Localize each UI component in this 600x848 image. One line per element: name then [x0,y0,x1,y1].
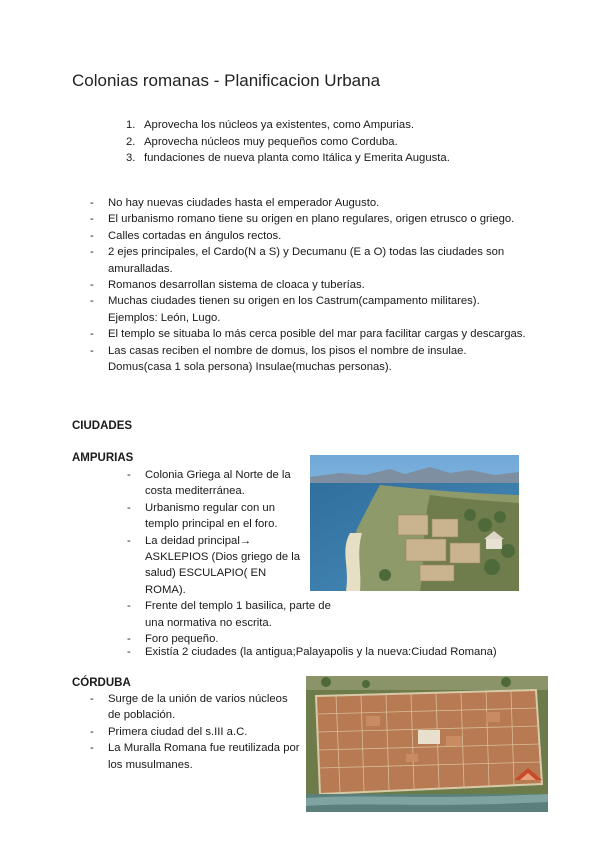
bullet-text: Foro pequeño. [145,633,219,646]
section-heading-ciudades: CIUDADES [72,420,133,432]
bullet-item [127,533,307,599]
dash-marker: - [90,344,94,357]
dash-marker: - [90,693,94,705]
numbered-item [126,117,450,134]
corduba-reconstruction-image [306,676,548,812]
corduba-list [90,691,300,773]
bullet-item [90,211,530,227]
bullet-text: El urbanismo romano tiene su origen en plano regulares, origen etrusco o griego. [108,213,515,226]
bullet-item [90,195,530,211]
dash-marker: - [127,600,131,613]
dash-marker: - [90,742,94,755]
item-text: Aprovecha los núcleos ya existentes, como Ampurias. [144,119,415,131]
dash-marker: - [90,725,94,738]
bullet-text: No hay nuevas ciudades hasta el emperador Augusto. [108,197,380,209]
dash-marker: - [127,646,131,658]
bullet-text: Primera ciudad del s.III a.C. [108,725,248,738]
bullet-text: 2 ejes principales, el Cardo(N a S) y Decumanu (E a O) todas las ciudades son amuralladas. [108,246,505,275]
dash-marker: - [90,246,94,259]
bullet-text: La deidad principal→ ASKLEPIOS (Dios griego de la salud) ESCULAPIO( EN ROMA). [145,534,301,596]
bullet-item [127,500,307,533]
bullet-text: La Muralla Romana fue reutilizada por los musulmanes. [108,742,300,771]
bullet-text: Surge de la unión de varios núcleos de población. [108,693,288,722]
bullet-text: Existía 2 ciudades (la antigua;Palayapolis y la nueva:Ciudad Romana) [145,646,497,658]
bullet-item [90,293,530,326]
numbered-item [126,150,450,167]
item-number: 1. [126,119,136,131]
bullet-text: Muchas ciudades tienen su origen en los Castrum(campamento militares). Ejemplos: León, Lugo. [108,295,480,324]
item-number: 3. [126,152,136,164]
bullet-text: Colonia Griega al Norte de la costa mediterránea. [145,469,291,498]
item-number: 2. [126,135,136,148]
ampurias-list-wide [127,644,547,660]
numbered-list [126,117,450,167]
ampurias-list [127,467,331,647]
item-text: Aprovecha núcleos muy pequeños como Corduba. [144,135,398,148]
bullet-item [90,326,530,342]
bullet-text: Romanos desarrollan sistema de cloaca y tuberías. [108,279,365,292]
dash-marker: - [90,279,94,292]
bullet-list [90,195,530,375]
dash-marker: - [90,213,94,226]
page-title: Colonias romanas - Planificacion Urbana [72,71,381,90]
bullet-item [90,724,300,740]
bullet-item [127,644,547,660]
bullet-text: Frente del templo 1 basilica, parte de una normativa no escrita. [145,600,331,629]
dash-marker: - [127,534,131,547]
bullet-text: Calles cortadas en ángulos rectos. [108,229,282,242]
dash-marker: - [127,501,131,514]
bullet-item [127,467,307,500]
dash-marker: - [127,469,131,481]
dash-marker: - [90,229,94,242]
bullet-text: Urbanismo regular con un templo principal en el foro. [145,501,278,531]
bullet-text: Las casas reciben el nombre de domus, los pisos el nombre de insulae. Domus(casa 1 sola persona) Insulae(muchas personas). [108,344,467,374]
corduba-image-graphic [306,676,548,812]
dash-marker: - [127,633,131,646]
bullet-text: El templo se situaba lo más cerca posible del mar para facilitar cargas y descargas. [108,328,526,341]
dash-marker: - [90,197,94,209]
dash-marker: - [90,328,94,341]
ampurias-aerial-photo [310,455,519,591]
dash-marker: - [90,295,94,308]
bullet-item [90,343,530,376]
numbered-item [126,134,450,151]
bullet-item [90,740,300,773]
bullet-item [90,228,530,244]
item-text: fundaciones de nueva planta como Itálica y Emerita Augusta. [144,152,450,164]
bullet-item [90,691,300,724]
section-heading-ampurias: AMPURIAS [72,452,134,464]
bullet-item [90,277,530,293]
ampurias-photo-graphic [310,455,519,591]
bullet-item [127,598,345,631]
bullet-item [90,244,530,277]
section-heading-corduba: CÓRDUBA [72,677,131,689]
